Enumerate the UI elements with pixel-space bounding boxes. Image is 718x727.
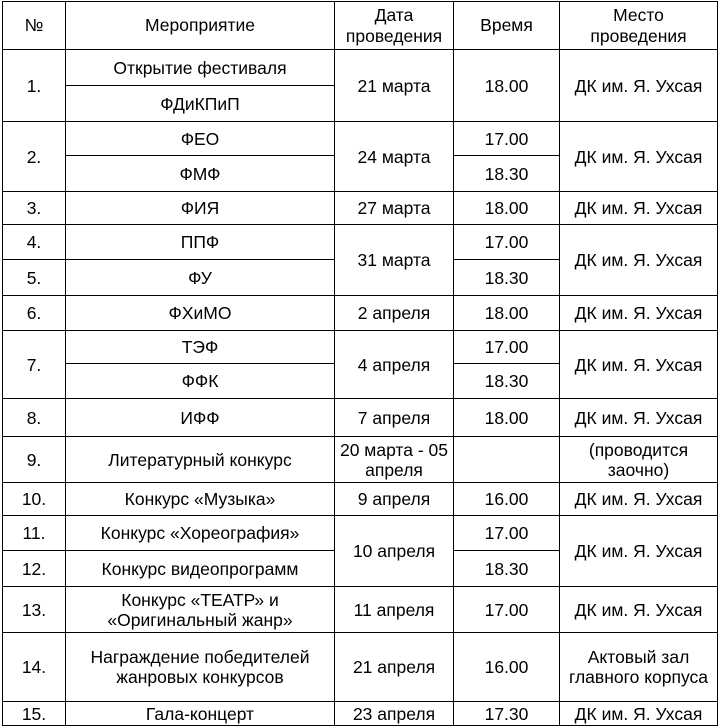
row-time: 17.30 [454,702,560,726]
row-event: Награждение победителей жанровых конкурсов [66,633,335,702]
row-num: 4. [3,225,66,260]
row-event: ФИЯ [66,192,335,225]
row-event: Открытие фестиваля [66,50,335,86]
table-row [3,225,718,260]
row-num: 3. [3,192,66,225]
row-num: 2. [3,122,66,192]
row-place: (проводится заочно) [560,437,718,483]
header-event: Мероприятие [66,2,335,50]
row-event: Конкурс «Музыка» [66,483,335,516]
row-num: 6. [3,296,66,331]
row-time: 18.30 [454,364,560,399]
row-date: 7 апреля [335,399,454,437]
row-time: 18.00 [454,399,560,437]
row-time: 17.00 [454,225,560,260]
row-num: 8. [3,399,66,437]
row-event: ФМФ [66,156,335,192]
row-place: ДК им. Я. Ухсая [560,483,718,516]
row-date: 20 марта - 05 апреля [335,437,454,483]
row-num: 15. [3,702,66,726]
row-num: 13. [3,587,66,633]
row-date: 9 апреля [335,483,454,516]
row-time: 17.00 [454,122,560,156]
table-row [3,296,718,331]
row-event: Конкурс «Хореография» [66,516,335,551]
row-event: ФДиКПиП [66,86,335,122]
row-time: 18.00 [454,192,560,225]
row-num: 14. [3,633,66,702]
row-date: 27 марта [335,192,454,225]
row-time: 18.30 [454,260,560,296]
row-date: 31 марта [335,225,454,296]
table-row [3,633,718,702]
row-place: ДК им. Я. Ухсая [560,225,718,296]
table-row [3,483,718,516]
row-num: 10. [3,483,66,516]
row-time: 16.00 [454,633,560,702]
schedule-table [2,1,718,726]
row-place: ДК им. Я. Ухсая [560,296,718,331]
row-event: ФУ [66,260,335,296]
row-date: 4 апреля [335,331,454,399]
row-num: 12. [3,551,66,587]
row-num: 9. [3,437,66,483]
header-time: Время [454,2,560,50]
row-time: 16.00 [454,483,560,516]
table-row [3,437,718,483]
row-event: ФЕО [66,122,335,156]
row-date: 10 апреля [335,516,454,587]
row-place: ДК им. Я. Ухсая [560,331,718,399]
row-num: 1. [3,50,66,122]
row-date: 21 марта [335,50,454,122]
table-row [3,331,718,364]
table-row [3,702,718,726]
row-event: ППФ [66,225,335,260]
row-place: ДК им. Я. Ухсая [560,587,718,633]
header-num: № [3,2,66,50]
row-time: 18.30 [454,551,560,587]
row-event: Конкурс видеопрограмм [66,551,335,587]
row-num: 11. [3,516,66,551]
row-place: ДК им. Я. Ухсая [560,702,718,726]
table-row [3,587,718,633]
header-place: Место проведения [560,2,718,50]
row-time: 17.00 [454,587,560,633]
header-row [3,2,718,50]
row-date: 24 марта [335,122,454,192]
row-event: ФФК [66,364,335,399]
row-time: 18.00 [454,296,560,331]
row-num: 7. [3,331,66,399]
row-date: 11 апреля [335,587,454,633]
row-place: ДК им. Я. Ухсая [560,399,718,437]
row-event: Конкурс «ТЕАТР» и «Оригинальный жанр» [66,587,335,633]
table-row [3,50,718,86]
table-row [3,192,718,225]
row-place: ДК им. Я. Ухсая [560,50,718,122]
row-place: ДК им. Я. Ухсая [560,122,718,192]
row-event: ФХиМО [66,296,335,331]
row-time: 18.00 [454,50,560,122]
table-row [3,516,718,551]
row-date: 23 апреля [335,702,454,726]
row-time: 17.00 [454,516,560,551]
row-date: 21 апреля [335,633,454,702]
row-place: Актовый зал главного корпуса [560,633,718,702]
row-time: 17.00 [454,331,560,364]
row-event: ИФФ [66,399,335,437]
row-place: ДК им. Я. Ухсая [560,192,718,225]
row-time: 18.30 [454,156,560,192]
row-date: 2 апреля [335,296,454,331]
row-place: ДК им. Я. Ухсая [560,516,718,587]
table-row [3,122,718,156]
header-date: Дата проведения [335,2,454,50]
table-row [3,399,718,437]
row-num: 5. [3,260,66,296]
row-event: Гала-концерт [66,702,335,726]
row-time [454,437,560,483]
row-event: ТЭФ [66,331,335,364]
row-event: Литературный конкурс [66,437,335,483]
